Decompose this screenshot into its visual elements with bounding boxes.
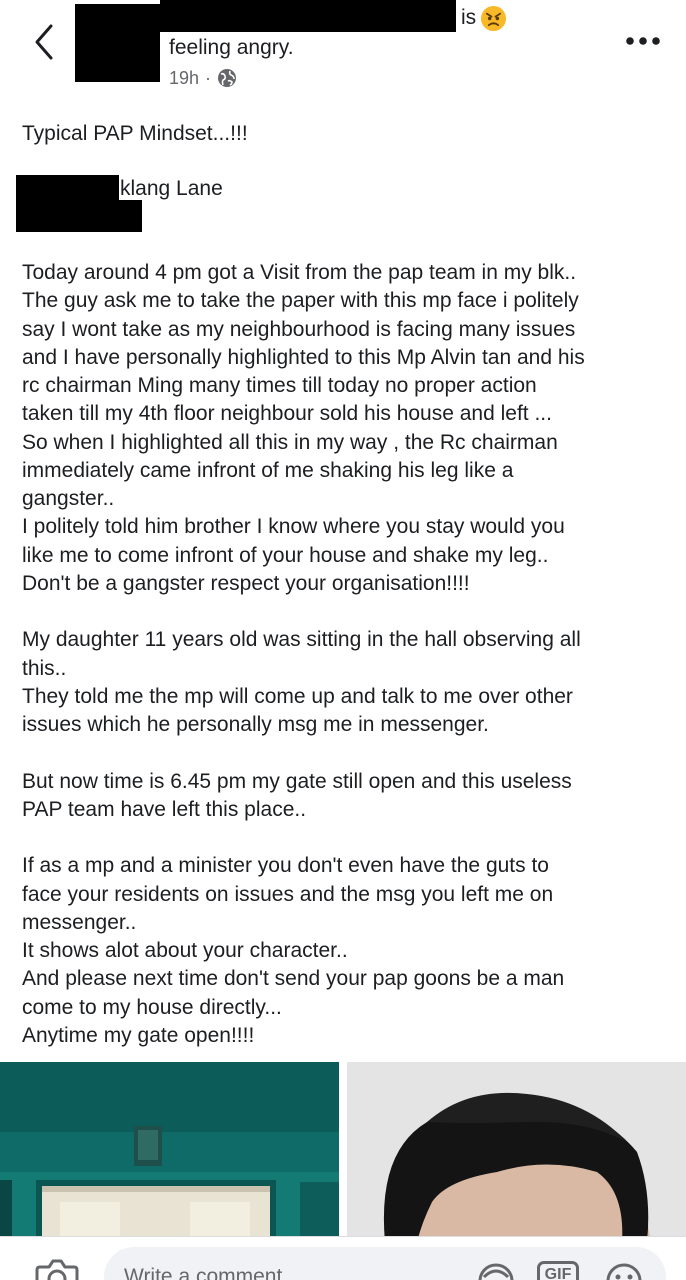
post-line: Today around 4 pm got a Visit from the pap team in my blk.. — [22, 261, 577, 284]
post-line: say I wont take as my neighbourhood is facing many issues — [22, 317, 576, 341]
angry-face-icon — [480, 5, 507, 32]
gif-button[interactable] — [538, 1261, 578, 1280]
emoji-icon[interactable] — [604, 1261, 644, 1280]
comment-bar — [0, 1236, 686, 1280]
post-line: like me to come infront of your house and shake my leg.. — [22, 543, 549, 567]
redacted-location-part — [16, 200, 142, 232]
post-line: I politely told him brother I know where you stay would you — [22, 515, 565, 539]
redacted-author-name — [160, 0, 456, 32]
more-horizontal-icon — [625, 36, 661, 46]
post-paragraph — [22, 259, 672, 598]
post-line: It shows alot about your character.. — [22, 939, 348, 962]
post-line: gangster.. — [22, 487, 115, 510]
post-body — [22, 259, 672, 1050]
post-line: and I have personally highlighted to this Mp Alvin tan and his — [22, 345, 585, 369]
post-meta — [169, 66, 237, 90]
feeling-text: feeling angry. — [169, 36, 294, 59]
camera-button[interactable] — [34, 1255, 80, 1280]
location-text: klang Lane — [120, 177, 223, 200]
post-line: issues which he personally msg me in messenger. — [22, 713, 489, 736]
post-line: If as a mp and a minister you don't even have the guts to — [22, 854, 549, 878]
post-line: So when I highlighted all this in my way , the Rc chairman — [22, 430, 558, 454]
post-line: The guy ask me to take the paper with this mp face i politely — [22, 289, 579, 313]
post-time[interactable]: 19h — [169, 68, 200, 88]
comment-input[interactable] — [104, 1247, 666, 1280]
post-line: PAP team have left this place.. — [22, 797, 307, 821]
post-line: rc chairman Ming many times till today no proper action — [22, 374, 537, 397]
post-line: this.. — [22, 656, 67, 680]
redacted-avatar — [75, 4, 160, 82]
post-line: And please next time don't send your pap goons be a man — [22, 967, 565, 991]
camera-icon — [34, 1255, 80, 1280]
globe-icon — [217, 68, 237, 88]
post-line: But now time is 6.45 pm my gate still open and this useless — [22, 769, 572, 793]
status-is-text: is — [461, 6, 477, 29]
post-line: They told me the mp will come up and talk to me over other — [22, 684, 573, 708]
post-paragraph — [22, 852, 672, 1050]
post-title: Typical PAP Mindset...!!! — [22, 122, 248, 145]
chevron-left-icon — [33, 23, 55, 61]
post-line: immediately came infront of me shaking his leg like a — [22, 458, 514, 482]
more-options-button[interactable] — [620, 26, 666, 56]
post-photo-room[interactable] — [0, 1062, 339, 1242]
gif-label: GIF — [537, 1261, 580, 1280]
post-line: come to my house directly... — [22, 995, 282, 1019]
post-line: Don't be a gangster respect your organisation!!!! — [22, 571, 470, 595]
post-line: My daughter 11 years old was sitting in the hall observing all — [22, 628, 581, 652]
feeling-status — [461, 4, 507, 32]
post-line: Anytime my gate open!!!! — [22, 1023, 255, 1047]
post-line: messenger.. — [22, 910, 137, 934]
post-photo-portrait[interactable] — [347, 1062, 686, 1242]
post-paragraph — [22, 768, 672, 825]
redacted-location-part — [16, 175, 119, 200]
avatar-sticker-icon[interactable] — [476, 1261, 516, 1280]
post-line: face your residents on issues and the msg you left me on — [22, 882, 554, 906]
back-button[interactable] — [24, 20, 64, 64]
post-line: taken till my 4th floor neighbour sold his house and left ... — [22, 402, 552, 426]
post-paragraph — [22, 626, 672, 739]
portrait-photo — [347, 1062, 686, 1242]
room-photo — [0, 1062, 339, 1242]
meta-separator: · — [205, 68, 212, 88]
